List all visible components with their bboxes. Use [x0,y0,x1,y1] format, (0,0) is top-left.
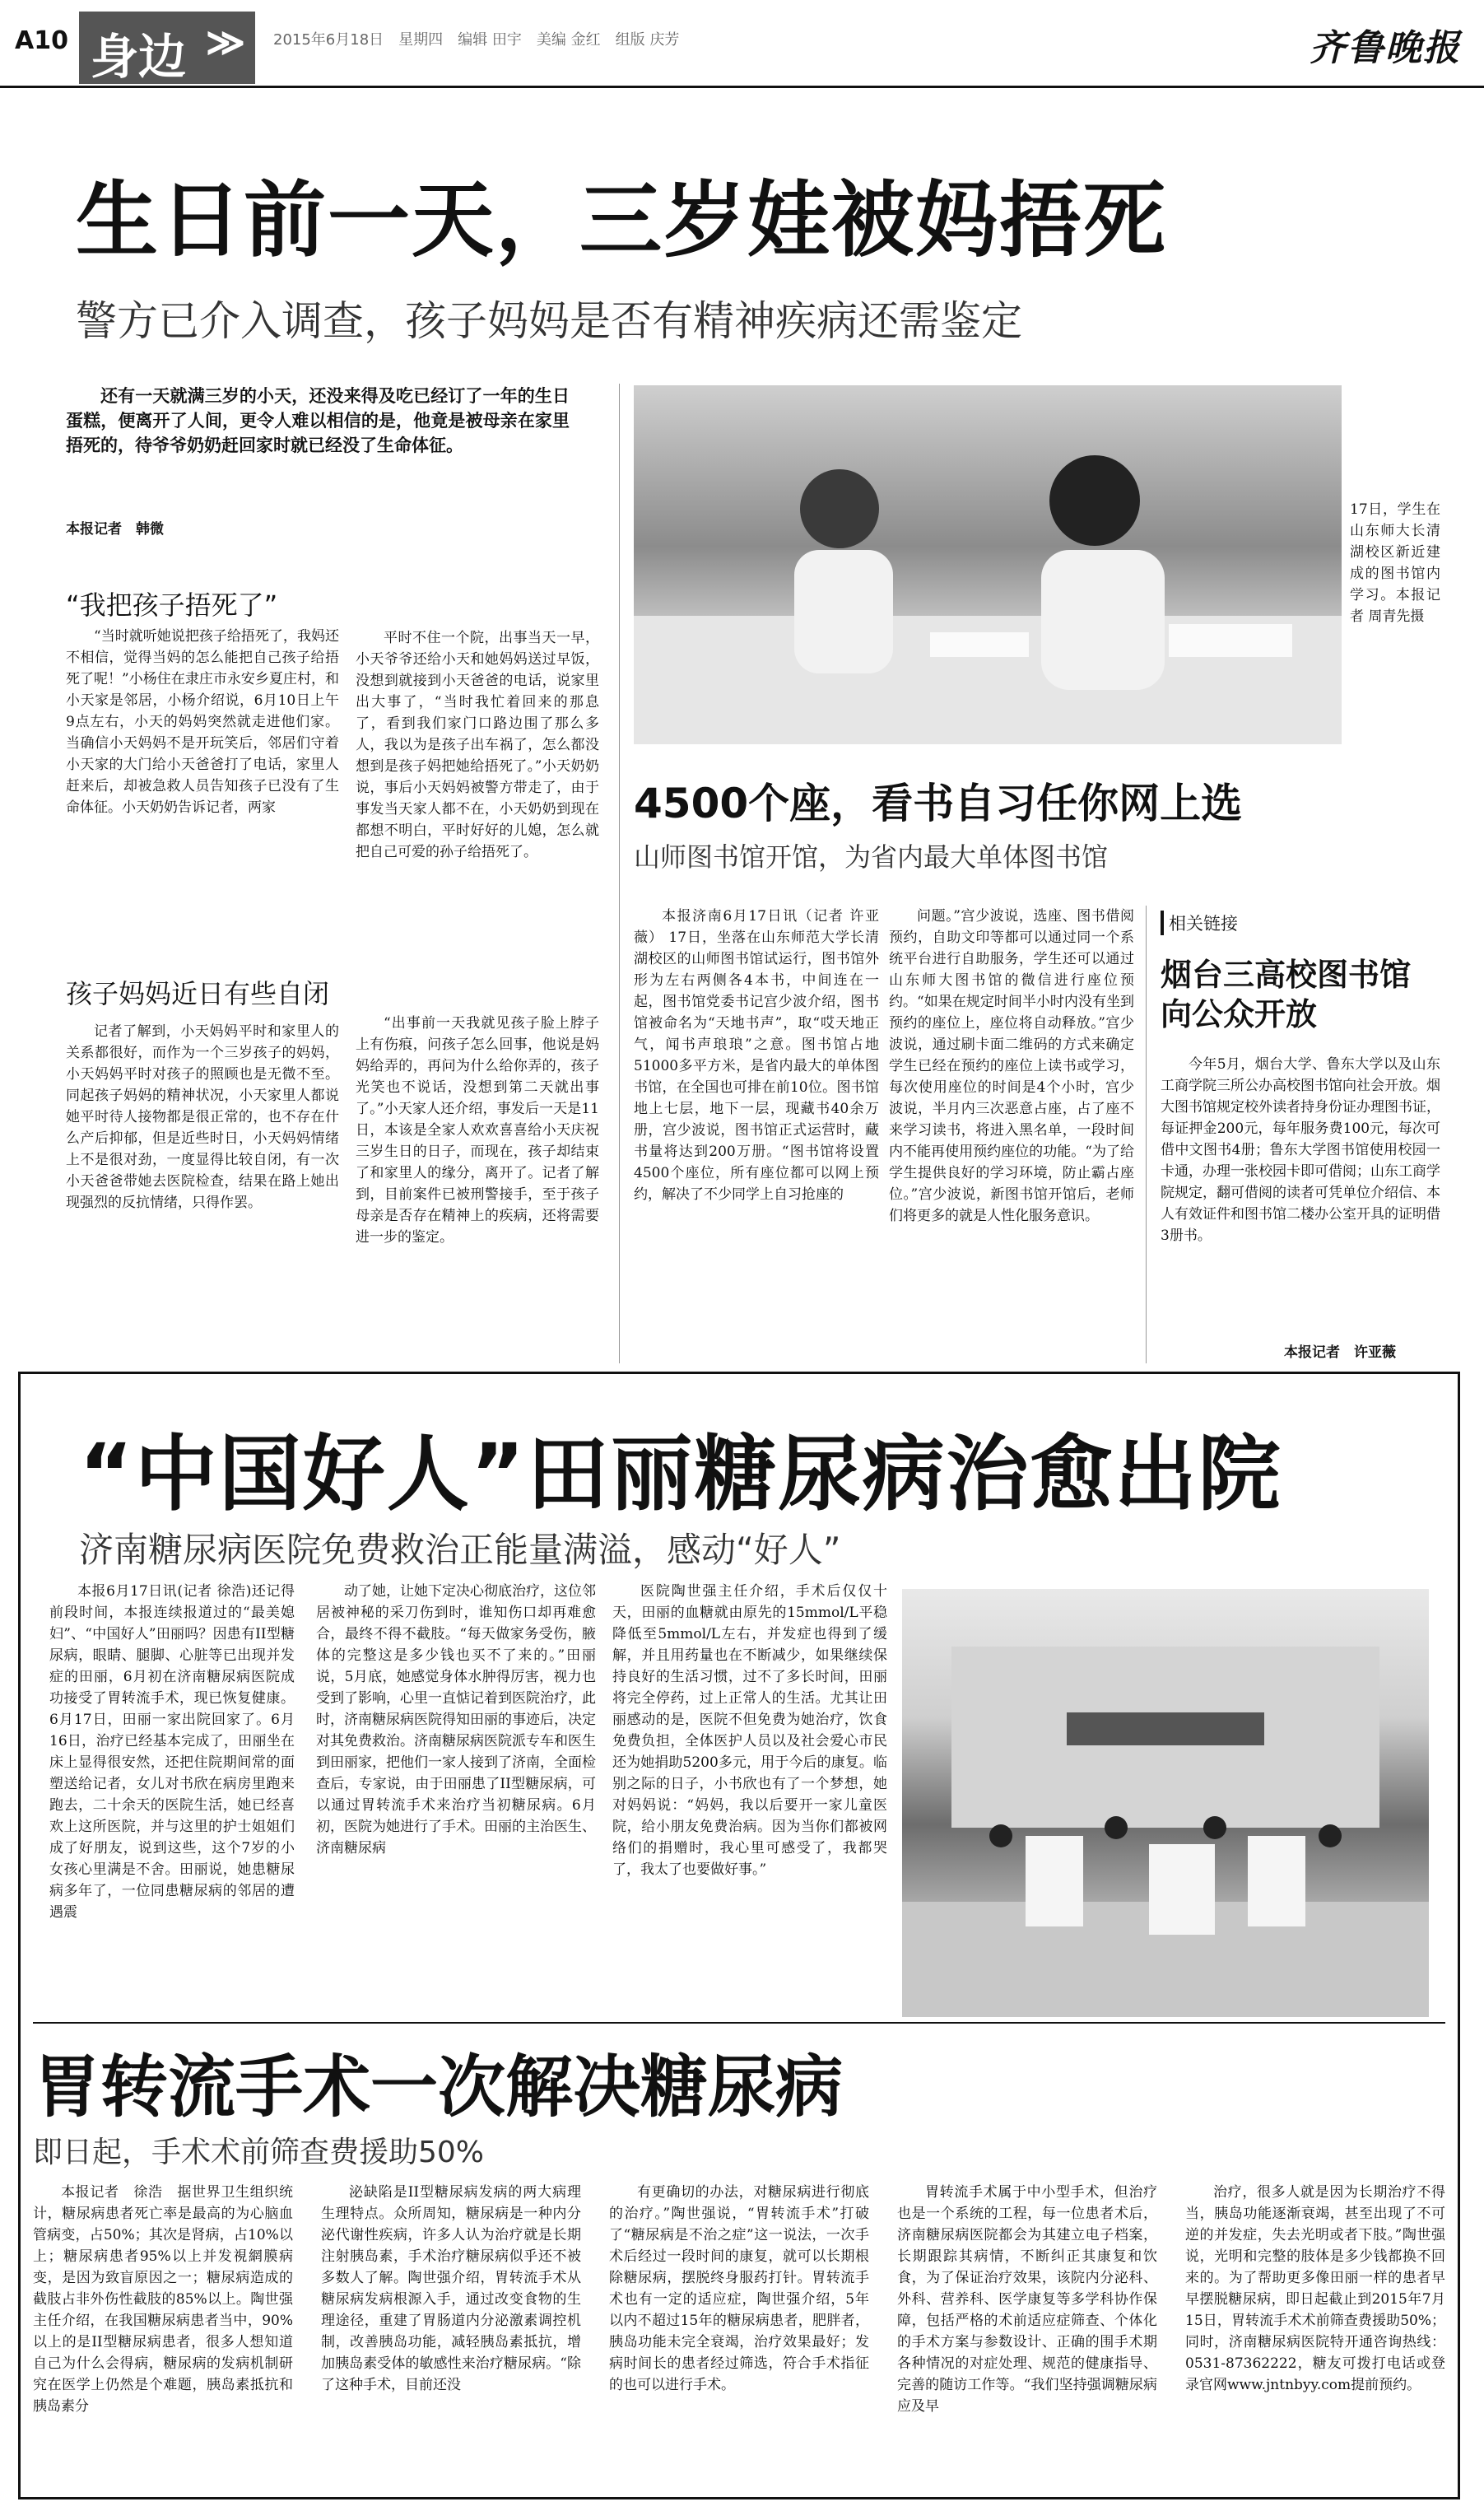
story1-col4: “出事前一天我就见孩子脸上脖子上有伤痕，问孩子怎么回事，他说是妈妈给弄的，再问为什么给你弄的，孩子光笑也不说话，没想到第二天就出事了。”小天家人还介绍，事发后一天是11日，本该是全家人欢欢喜喜给小天庆祝三岁生日的日子，而现在，孩子却结束了和家里人的缘分，离开了。记者了解到，目前案件已被刑警接手，至于孩子母亲是否存在精神上的疾病，还将需要进一步的鉴定。 [356,1015,599,1246]
story3-col1: 本报6月17日讯(记者 徐浩)还记得前段时间，本报连续报道过的“最美媳妇”、“中国好人”田丽吗？因患有II型糖尿病，眼睛、腿脚、心脏等已出现并发症的田丽，6月初在济南糖尿病医院成功接受了胃转流手术，现已恢复健康。6月17日，田丽一家出院回家了。6月16日，治疗已经基本完成了，田丽坐在床上显得很安然，还把住院期间常的面塑送给记者，女儿对书欣在病房里跑来跑去，二十余天的医院生活，她已经喜欢上这所医院，并与这里的护士姐姐们成了好朋友，说到这些，这个7岁的小女孩心里满是不舍。田丽说，她患糖尿病多年了，一位同患糖尿病的邻居的遭遇震 [49,1583,295,1921]
related-links-tag: 相关链接 [1161,911,1238,935]
story1-sub2: 孩子妈妈近日有些自闭 [66,978,330,1009]
section-arrow-icon: ≫ [205,20,245,64]
story1-lead: 还有一天就满三岁的小天，还没来得及吃已经订了一年的生日蛋糕，便离开了人间，更令人难以相信的是，他竟是被母亲在家里捂死的，待爷爷奶奶赶回家时就已经没了生命体征。 [66,385,570,455]
sidebar-byline: 本报记者 许亚薇 [1284,1344,1396,1361]
block-divider [33,2022,1445,2024]
sidebar-divider [1146,906,1147,1363]
story1-sub1: “我把孩子捂死了” [66,589,278,621]
story1-byline: 本报记者 韩微 [66,521,164,538]
hospital-photo [902,1589,1429,2017]
section-title: 身边 [91,29,187,85]
story1-divider [619,384,620,1363]
story1-subhead: 警方已介入调查，孩子妈妈是否有精神疾病还需鉴定 [76,297,1022,345]
sidebar-body: 今年5月，烟台大学、鲁东大学以及山东工商学院三所公办高校图书馆向社会开放。烟大图书馆规定校外读者持身份证办理图书证，每证押金200元，每年服务费100元，每次可借中文图书4册；鲁东大学图书馆使用校园一卡通，办理一张校园卡即可借阅；山东工商学院规定，翻可借阅的读者可凭单位介绍信、本人有效证件和图书馆二楼办公室开具的证明借3册书。 [1161,1056,1440,1244]
story1-col2: 平时不住一个院，出事当天一早，小天爷爷还给小天和她妈妈送过早饭，没想到就接到小天爸爸的电话，说家里出大事了，“当时我忙着回来的那息了，看到我们家门口路边围了那么多人，我以为是孩子出车祸了，怎么都没想到是孩子妈把她给捂死了。”小天奶奶说，事后小天妈妈被警方带走了，由于事发当天家人都不在，小天奶奶到现在都想不明白，平时好好的儿媳，怎么就把自己可爱的孙子给捂死了。 [356,630,599,860]
section-tab [79,12,255,84]
story1-col3: 记者了解到，小天妈妈平时和家里人的关系都很好，而作为一个三岁孩子的妈妈，小天妈妈平时对孩子的照顾也是无微不至。同起孩子妈妈的精神状况，小天家里人都说她平时待人接物都是很正常的，也不存在什么产后抑郁，但是近些时日，小天妈妈情绪上不是很对劲，一度显得比较自闭，有一次小天爸爸带她去医院检查，结果在路上她出现强烈的反抗情绪，只得作罢。 [66,1023,339,1211]
library-photo-image [634,385,1342,744]
library-photo-caption: 17日，学生在山东师大长清湖校区新近建成的图书馆内学习。本报记者 周青先摄 [1350,501,1440,625]
story1-headline: 生日前一天，三岁娃被妈捂死 [76,172,1167,268]
story4-col3: 有更确切的办法，对糖尿病进行彻底的治疗。”陶世强说，“胃转流手术”打破了“糖尿病是不治之症”这一说法，一次手术后经过一段时间的康复，就可以长期根除糖尿病，摆脱终身服药打针。胃转流手术也有一定的适应症，陶世强介绍，5年以内不超过15年的糖尿病患者，肥胖者，胰岛功能未完全衰竭，治疗效果最好；发病时间长的患者经过筛选，符合手术指征的也可以进行手术。 [609,2184,869,2393]
story3-subhead: 济南糖尿病医院免费救治正能量满溢，感动“好人” [79,1530,841,1570]
sidebar-headline: 烟台三高校图书馆向公众开放 [1161,957,1412,1032]
story4-col4: 胃转流手术属于中小型手术，但治疗也是一个系统的工程，每一位患者术后，济南糖尿病医院都会为其建立电子档案，长期跟踪其病情，不断纠正其康复和饮食，为了保证治疗效果，该院内分泌科、外科、营养科、医学康复等多学科协作保障，包括严格的术前适应症筛查、个体化的手术方案与参数设计、正确的围手术期各种情况的对症处理、规范的健康指导、完善的随访工作等。“我们坚持强调糖尿病应及早 [897,2184,1157,2415]
library-photo [634,385,1342,744]
story4-col1: 本报记者 徐浩 据世界卫生组织统计，糖尿病患者死亡率是最高的为心脑血管病变，占50%；其次是肾病，占10%以上；糖尿病患者95%以上并发視網膜病变，是因为致盲原因之一；糖尿病造成的截肢占非外伤性截肢的85%以上。陶世强主任介绍，在我国糖尿病患者当中，90%以上的是II型糖尿病患者，很多人想知道自己为什么会得病，糖尿病的发病机制研究在医学上仍然是个难题，胰岛素抵抗和胰岛素分 [33,2184,293,2415]
header-rule [0,86,1484,88]
story4-col5: 治疗，很多人就是因为长期治疗不得当，胰岛功能逐渐衰竭，甚至出现了不可逆的并发症，失去光明或者下肢。”陶世强说，光明和完整的肢体是多少钱都换不回来的。为了帮助更多像田丽一样的患者早早摆脱糖尿病，即日起截止到2015年7月15日，胃转流手术术前筛查费援助50%；同时，济南糖尿病医院特开通咨询热线：0531-87362222，糖友可拨打电话或登录官网www.jntnbyy.com提前预约。 [1185,2184,1445,2393]
story1-col1: “当时就听她说把孩子给捂死了，我妈还不相信，觉得当妈的怎么能把自己孩子给捂死了呢！”小杨住在隶庄市永安乡夏庄村，和小天家是邻居，小杨介绍说，6月10日上午9点左右，小天的妈妈突然就走进他们家。当确信小天妈妈不是开玩笑后，邻居们守着小天家的大门给小天爸爸打了电话，家里人赶来后，却被急救人员告知孩子已没有了生命体征。小天奶奶告诉记者，两家 [66,628,339,816]
brand-logo: 齐鲁晚报 [1310,27,1461,69]
story2-col1: 本报济南6月17日讯（记者 许亚薇） 17日，坐落在山东师范大学长清湖校区的山师图书馆试运行，图书馆外形为左右两侧各4本书，中间连在一起，图书馆党委书记宫少波介绍，图书馆被命名为“天地书声”，取“哎天地正气，闻书声琅琅”之意。图书馆占地51000多平方米，是省内最大的单体图书馆，在全国也可排在前10位。图书馆地上七层，地下一层，现藏书40余万册，宫少波说，图书馆正式运营时，藏书量将达到200万册。“图书馆将设置4500个座位，所有座位都可以网上预约，解决了不少同学上自习抢座的 [634,908,879,1203]
story2-subhead: 山师图书馆开馆，为省内最大单体图书馆 [634,841,1109,873]
hospital-photo-image [902,1589,1429,2017]
story4-headline: 胃转流手术一次解决糖尿病 [33,2048,844,2127]
issue-meta: 2015年6月18日 星期四 编辑 田宇 美编 金红 组版 庆芳 [273,31,680,49]
page-number: A10 [15,26,68,55]
story3-col2: 动了她，让她下定决心彻底治疗，这位邻居被神秘的采刀伤到时，谁知伤口却再难愈合，最终不得不截肢。“每天做家务受伤，腋体的完整这是多少钱也买不了来的。”田丽说，5月底，她感觉身体水肿得厉害，视力也受到了影响，心里一直惦记着到医院治疗，此时，济南糖尿病医院得知田丽的事迹后，决定对其免费救治。济南糖尿病医院派专车和医生到田丽家，把他们一家人接到了济南，全面检查后，专家说，由于田丽患了II型糖尿病，可以通过胃转流手术来治疗当初糖尿病。6月初，医院为她进行了手术。田丽的主治医生、济南糖尿病 [316,1583,596,1856]
story3-col3: 医院陶世强主任介绍，手术后仅仅十天，田丽的血糖就由原先的15mmol/L平稳降低至5mmol/L左右，并发症也得到了缓解，并且用药量也在不断减少，如果继续保持良好的生活习惯，过不了多长时间，田丽将完全停药，过上正常人的生活。尤其让田丽感动的是，医院不但免费为她治疗，饮食免费负担，全体医护人员以及社会爱心市民还为她捐助5200多元，用于今后的康复。临别之际的日子，小书欣也有了一个梦想，她对妈妈说：“妈妈，我以后要开一家儿童医院，给小朋友免费治病。因为当你们都被网络们的捐赠时，我心里可感受了，我都哭了，我太了也要做好事。” [612,1583,887,1878]
story4-subhead: 即日起，手术术前筛查费援助50% [33,2136,485,2169]
story3-headline: “中国好人”田丽糖尿病治愈出院 [79,1426,1282,1522]
story4-col2: 泌缺陷是II型糖尿病发病的两大病理生理特点。众所周知，糖尿病是一种内分泌代谢性疾病，许多人认为治疗就是长期注射胰岛素，手术治疗糖尿病似乎还不被多数人了解。陶世强介绍，胃转流手术从糖尿病发病根源入手，通过改变食物的生理途径，重建了胃肠道内分泌激素调控机制，改善胰岛功能，减轻胰岛素抵抗，增加胰岛素受体的敏感性来治疗糖尿病。“除了这种手术，目前还没 [321,2184,581,2393]
story2-headline: 4500个座，看书自习任你网上选 [634,780,1243,827]
story2-col2: 问题。”宫少波说，选座、图书借阅预约，自助文印等都可以通过同一个系统平台进行自助服务，学生还可以通过山东师大图书馆的微信进行座位预约。“如果在规定时间半小时内没有坐到预约的座位上，座位将自动释放。”宫少波说，通过刷卡面二维码的方式来确定学生已经在预约的座位上读书或学习，每次使用座位的时间是4个小时，宫少波说，半月内三次恶意占座，占了座不来学习读书，将进入黑名单，一段时间内不能再使用预约座位的功能。“为了给学生提供良好的学习环境，防止霸占座位。”宫少波说，新图书馆开馆后，老师们将更多的就是人性化服务意识。 [889,908,1134,1224]
